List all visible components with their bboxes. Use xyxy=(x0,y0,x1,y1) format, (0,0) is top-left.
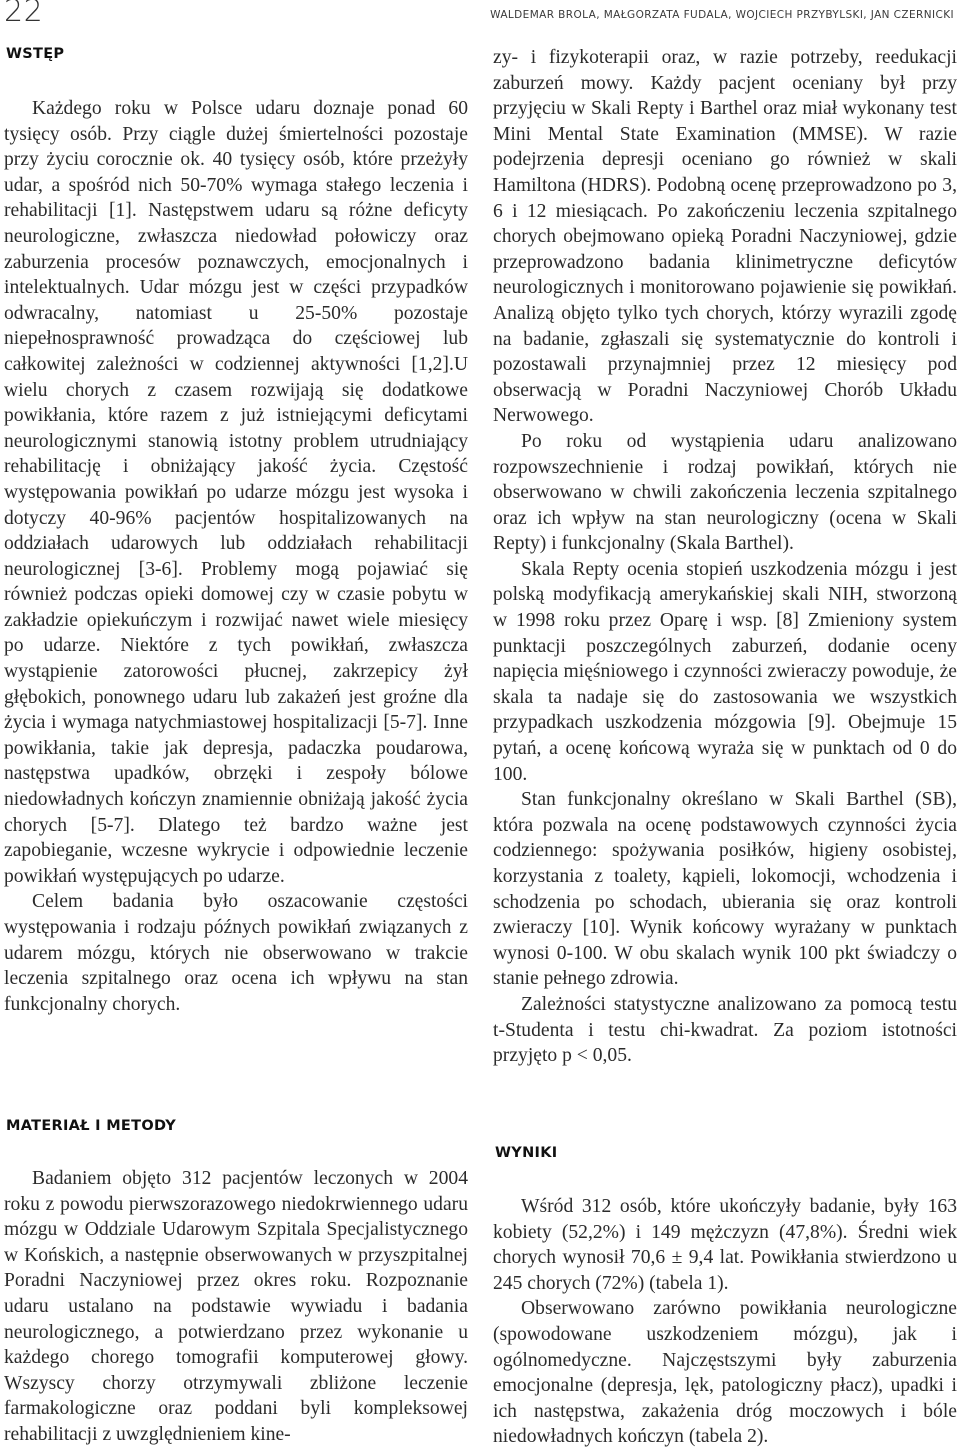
intro-paragraph-2: Celem badania było oszacowanie częstości występowania i rodzaju późnych powikłań związanych z udarem mózgu, których nie obserwowano w trakcie leczenia szpitalnego oraz ocena ich wpływu na stan funkcjonalny chorych. xyxy=(4,891,468,1015)
methods-continued-column xyxy=(493,45,957,1069)
methods-continued-paragraph-5: Zależności statystyczne analizowano za pomocą testu t-Studenta i testu chi-kwadrat. Za poziom istotności przyjęto p < 0,05. xyxy=(493,993,957,1067)
running-header: WALDEMAR BROLA, MAŁGORZATA FUDALA, WOJCIECH PRZYBYLSKI, JAN CZERNICKI xyxy=(490,9,954,21)
intro-heading: WSTĘP xyxy=(6,46,65,62)
page-number: 22 xyxy=(4,0,44,29)
intro-paragraph-1: Każdego roku w Polsce udaru doznaje ponad 60 tysięcy osób. Przy ciągle dużej śmiertelności pozostaje przy życiu corocznie ok. 40 tysięcy osób, które przeżyły udar, a spośród nich 50-70% wymaga stałego leczenia i rehabilitacji [1]. Następstwem udaru są różne deficyty neurologiczne, zwłaszcza niedowład połowiczy oraz zaburzenia procesów poznawczych, emocjonalnych i intelektualnych. Udar mózgu jest w części przypadków odwracalny, natomiast u 25-50% pozostaje niepełnosprawność prowadząca do częściowej lub całkowitej zależności w codziennej aktywności [1,2].U wielu chorych z czasem rozwijają się dodatkowe powikłania, które razem z już istniejącymi deficytami neurologicznymi stanowią istotny problem utrudniający rehabilitację i obniżający jakość życia. Częstość występowania powikłań po udarze mózgu jest wysoka i dotyczy 40-96% pacjentów hospitalizowanych na oddziałach udarowych lub oddziałach rehabilitacji neurologicznej [3-6]. Problemy mogą pojawiać się również podczas opieki domowej czy w czasie pobytu w zakładzie opiekuńczym i rozwijać nawet wiele miesięcy po udarze. Niektóre z tych powikłań, zwłaszcza wystąpienie zatorowości płucnej, zakrzepicy żył głębokich, ponownego udaru lub zakażeń jest groźne dla życia i wymaga natychmiastowej hospitalizacji [5-7]. Inne powikłania, takie jak depresja, padaczka poudarowa, następstwa upadków, obrzęki i zespoły bólowe niedowładnych kończyn znamiennie obniżają jakość życia chorych [5-7]. Dlatego też bardzo ważne jest zapobieganie, wczesne wykrycie i odpowiednie leczenie powikłań występujących po udarze. xyxy=(4,98,468,887)
methods-paragraph-1: Badaniem objęto 312 pacjentów leczonych w 2004 roku z powodu pierwszorazowego niedokrwiennego udaru mózgu w Oddziale Udarowym Szpitala Specjalistycznego w Końskich, a następnie obserwowanych w przyszpitalnej Poradni Naczyniowej przez okres roku. Rozpoznanie udaru ustalano na podstawie wywiadu i badania neurologicznego, a potwierdzano przez wykonanie u każdego chorego tomografii komputerowej głowy. Wszyscy chorzy otrzymywali zbliżone leczenie farmakologiczne oraz poddani byli kompleksowej rehabilitacji z uwzględnieniem kine- xyxy=(4,1168,468,1445)
intro-column xyxy=(4,96,468,1017)
methods-heading: MATERIAŁ I METODY xyxy=(6,1118,177,1134)
methods-continued-paragraph-4: Stan funkcjonalny określano w Skali Barthel (SB), która pozwala na ocenę podstawowych czynności życia codziennego: spożywania posiłków, higieny osobistej, korzystania z toalety, kąpieli, lokomocji, wchodzenia i schodzenia po schodach, ubierania się oraz kontroli zwieraczy [10]. Wynik końcowy wyrażany w punktach wynosi 0-100. W obu skalach wynik 100 pkt świadczy o stanie pełnego zdrowia. xyxy=(493,789,957,990)
methods-continued-paragraph-2: Po roku od wystąpienia udaru analizowano rozpowszechnienie i rodzaj powikłań, których nie obserwowano w chwili zakończenia leczenia szpitalnego oraz ich wpływ na stan neurologiczny (ocena w Skali Repty) i funkcjonalny (Skala Barthel). xyxy=(493,430,957,555)
methods-column xyxy=(4,1166,468,1448)
results-paragraph-1: Wśród 312 osób, które ukończyły badanie, były 163 kobiety (52,2%) i 149 mężczyzn (47,8%). Średni wiek chorych wynosił 70,6 ± 9,4 lat. Powikłania stwierdzono u 245 chorych (72%) (tabela 1). xyxy=(493,1196,957,1294)
results-heading: WYNIKI xyxy=(495,1145,558,1161)
results-paragraph-2: Obserwowano zarówno powikłania neurologiczne (spowodowane uszkodzeniem mózgu), jak i ogólnomedyczne. Najczęstszymi były zaburzenia emocjonalne (depresja, lęk, patologiczny płacz), upadki i ich następstwa, zakażenia dróg moczowych i bóle niedowładnych kończyn (tabela 2). xyxy=(493,1298,957,1448)
methods-continued-paragraph-3: Skala Repty ocenia stopień uszkodzenia mózgu i jest polską modyfikacją amerykańskiej skali NIH, stworzoną w 1998 roku przez Oparę i wsp. [8] Zmieniony system punktacji poszczególnych zaburzeń, dodanie oceny napięcia mięśniowego i czynności zwieraczy powoduje, że skala ta nadaje się do zastosowania we wszystkich przypadkach uszkodzenia mózgowia [9]. Obejmuje 15 pytań, a ocenę końcową wyraża się w punktach od 0 do 100. xyxy=(493,558,957,785)
results-column xyxy=(493,1194,957,1450)
methods-continued-paragraph-1: zy- i fizykoterapii oraz, w razie potrzeby, reedukacji zaburzeń mowy. Każdy pacjent oceniany był przy przyjęciu w Skali Repty i Barthel oraz miał wykonany test Mini Mental State Examination (MMSE). W razie podejrzenia depresji oceniano go również w skali Hamiltona (HDRS). Podobną ocenę przeprowadzono po 3, 6 i 12 miesiącach. Po zakończeniu leczenia szpitalnego chorych obejmowano opieką Poradni Naczyniowej, gdzie przeprowadzono badania klinimetryczne deficytów neurologicznych i monitorowano pojawienie się powikłań. Analizą objęto tylko tych chorych, którzy wyrazili zgodę na badanie, zgłaszali się systematycznie do kontroli i pozostawali przynajmniej przez 12 miesięcy pod obserwacją w Poradni Naczyniowej Chorób Układu Nerwowego. xyxy=(493,47,957,427)
